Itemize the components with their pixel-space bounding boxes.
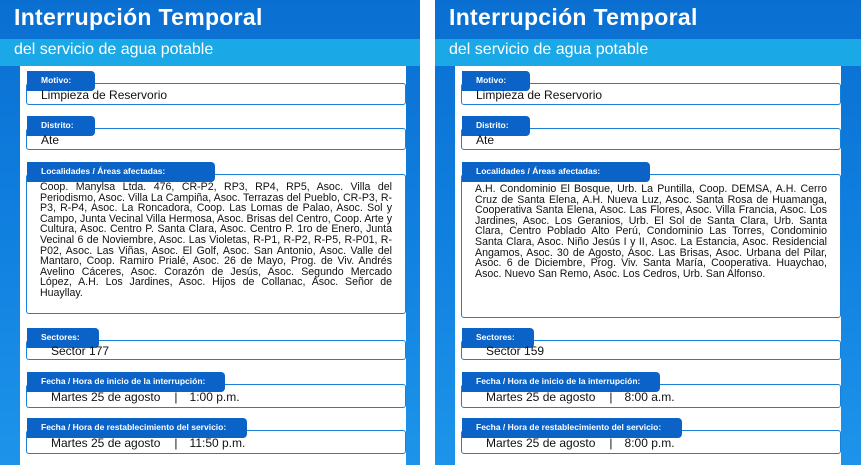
sectores-value: Sector 177 — [51, 344, 110, 358]
notice-title: Interrupción Temporal — [14, 4, 263, 30]
sectores-box — [26, 332, 406, 360]
motivo-label: Motivo: — [27, 71, 95, 91]
restablecimiento-value — [51, 436, 397, 450]
separator: | — [174, 390, 178, 404]
inicio-label: Fecha / Hora de inicio de la interrupción: — [462, 372, 660, 392]
restablecimiento-fecha: Martes 25 de agosto — [51, 436, 161, 450]
restablecimiento-hora: 8:00 p.m. — [624, 436, 675, 450]
separator: | — [174, 436, 178, 450]
separator: | — [609, 390, 613, 404]
notice-subtitle: del servicio de agua potable — [449, 41, 649, 58]
inicio-hora: 1:00 p.m. — [189, 390, 240, 404]
restablecimiento-fecha: Martes 25 de agosto — [486, 436, 596, 450]
notice-content — [20, 66, 406, 465]
sectores-value: Sector 159 — [486, 344, 545, 358]
distrito-value: Ate — [476, 133, 495, 147]
inicio-value — [486, 390, 832, 404]
localidades-label: Localidades / Áreas afectadas: — [27, 162, 215, 182]
inicio-hora: 8:00 a.m. — [624, 390, 675, 404]
motivo-box — [26, 75, 406, 105]
subtitle-bar — [435, 39, 861, 66]
notice-card-right — [435, 0, 861, 465]
restablecimiento-label: Fecha / Hora de restablecimiento del servicio: — [27, 418, 247, 438]
notice-card-left — [0, 0, 420, 465]
notice-subtitle: del servicio de agua potable — [14, 41, 214, 58]
distrito-value: Ate — [41, 133, 60, 147]
sectores-box — [461, 332, 841, 360]
sectores-label: Sectores: — [462, 328, 534, 348]
distrito-label: Distrito: — [462, 116, 530, 136]
inicio-box — [26, 376, 406, 408]
inicio-value — [51, 390, 397, 404]
inicio-fecha: Martes 25 de agosto — [486, 390, 596, 404]
restablecimiento-label: Fecha / Hora de restablecimiento del servicio: — [462, 418, 682, 438]
motivo-box — [461, 75, 841, 105]
restablecimiento-hora: 11:50 p.m. — [189, 436, 246, 450]
inicio-fecha: Martes 25 de agosto — [51, 390, 161, 404]
restablecimiento-box — [461, 422, 841, 454]
subtitle-bar — [0, 39, 420, 66]
localidades-label: Localidades / Áreas afectadas: — [462, 162, 650, 182]
distrito-label: Distrito: — [27, 116, 95, 136]
separator: | — [609, 436, 613, 450]
localidades-text: Coop. Manylsa Ltda. 476, CR-P2, RP3, RP4, RP5, Asoc. Villa del Periodismo, Asoc. Villa La Campiña, Asoc. Terrazas del Pueblo, CR-P3, R-P3, R-P4, Asoc. La Roncadora, Coop. Las Lomas de Palao, Asoc. Sol y Campo, Junta Vecinal Villa Hermosa, Asoc. Brisas del Centro, Coop. Arte y Cultura, Asoc. Centro P. Santa Clara, Asoc. Centro P. 1ro de Enero, Junta Vecinal 6 de Noviembre, Asoc. Las Violetas, R-P1, R-P2, R-P5, R-P01, R-P02, Asoc. Las Viñas, Asoc. El Golf, Asoc. San Antonio, Asoc. Valle del Mantaro, Coop. Ramiro Prialé, Asoc. 26 de Mayo, Prog. de Viv. Andrés Avelino Cáceres, Asoc. Corazón de Jesús, Asoc. Segundo Mercado López, A.H. Los Jardines, Asoc. Hijos de Collanac, Asoc. Señor de Huayllay. — [40, 181, 392, 299]
sectores-label: Sectores: — [27, 328, 99, 348]
motivo-value: Limpieza de Reservorio — [476, 88, 603, 102]
inicio-label: Fecha / Hora de inicio de la interrupción: — [27, 372, 225, 392]
distrito-box — [26, 120, 406, 150]
localidades-text: A.H. Condominio El Bosque, Urb. La Puntilla, Coop. DEMSA, A.H. Cerro Cruz de Santa Elena, A.H. Nueva Luz, Asoc. Santa Rosa de Huamanga, Cooperativa Santa Elena, Asoc. Las Flores, Asoc. Villa Francia, Asoc. Los Jardines, Asoc. Los Geranios, Urb. El Sol de Santa Clara, Urb. Santa Clara, Centro Poblado Alto Perú, Condominio Las Torres, Condominio Santa Clara, Asoc. Niño Jesús I y II, Asoc. La Estancia, Asoc. Residencial Angamos, Asoc. 30 de Agosto, Asoc. Las Brisas, Asoc. Urbana del Pilar, Asoc. 6 de Diciembre, Prog. Viv. Santa María, Cooperativa. Huaychao, Asoc. Nuevo San Remo, Asoc. Los Cedros, Urb. San Alfonso. — [475, 183, 827, 280]
motivo-value: Limpieza de Reservorio — [41, 88, 168, 102]
inicio-box — [461, 376, 841, 408]
notice-content — [455, 66, 841, 465]
motivo-label: Motivo: — [462, 71, 530, 91]
restablecimiento-value — [486, 436, 832, 450]
distrito-box — [461, 120, 841, 150]
restablecimiento-box — [26, 422, 406, 454]
notice-title: Interrupción Temporal — [449, 4, 698, 30]
